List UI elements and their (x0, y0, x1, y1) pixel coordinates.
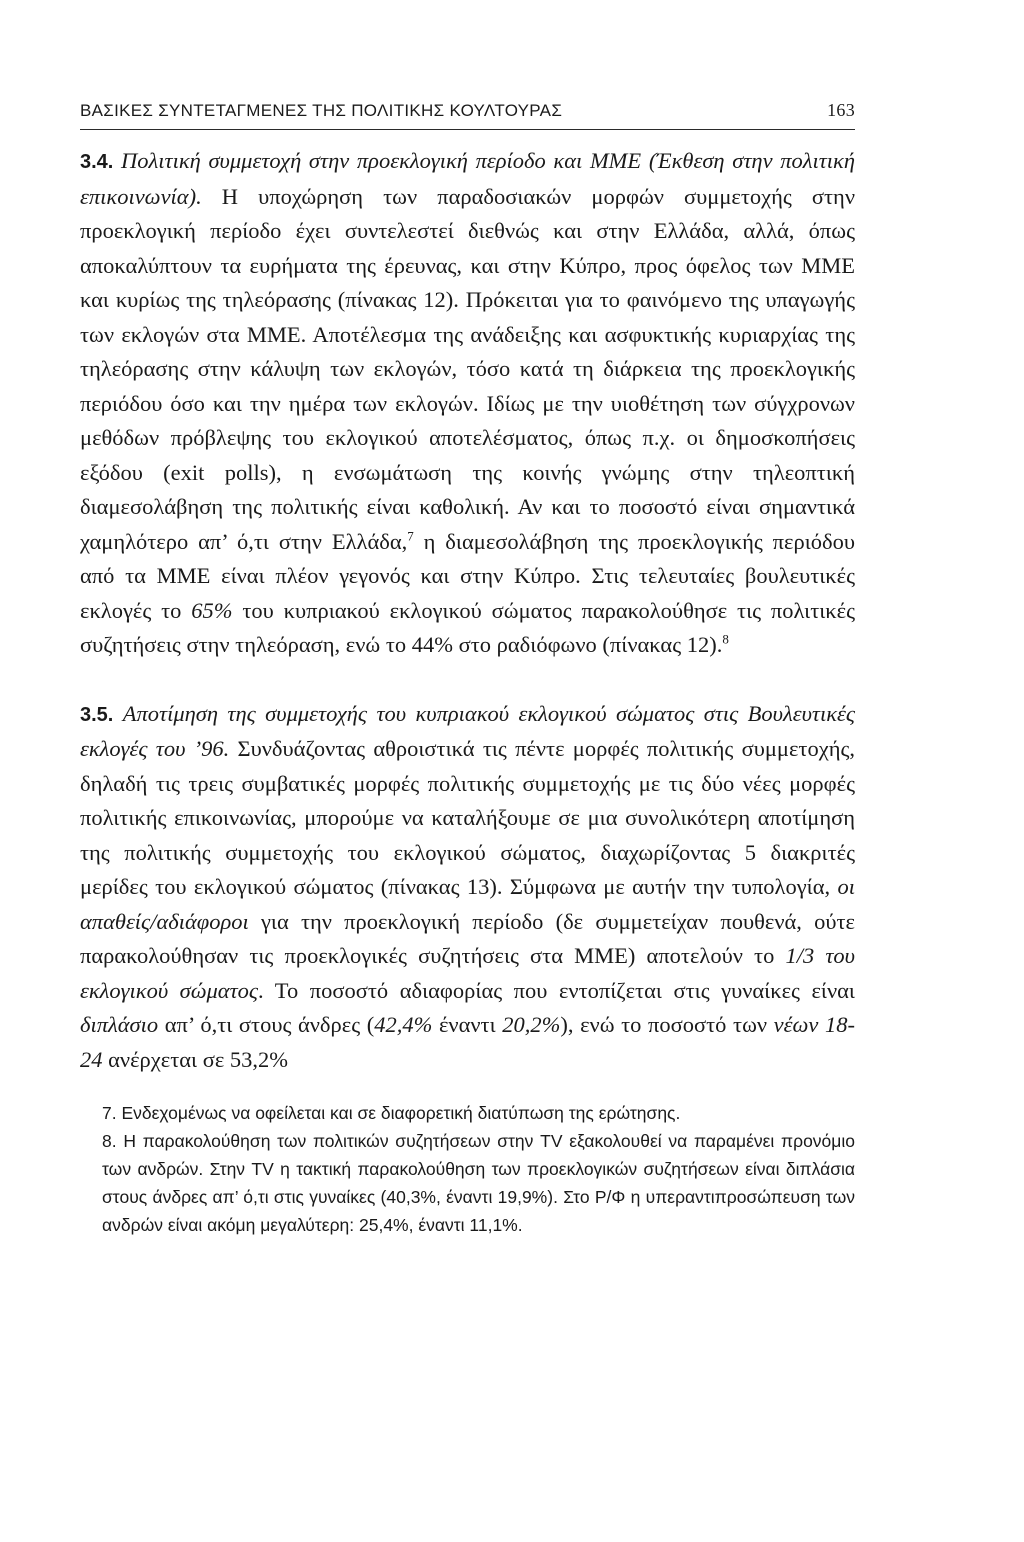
paragraph-text: του κυπριακού εκλογικού σώματος παρακολούθησε τις πολιτικές συζητήσεις στην τηλεόραση, ενώ το 44% στο ραδιόφωνο (πίνακας 12). (80, 597, 855, 657)
footnote-7: 7. Ενδεχομένως να οφείλεται και σε διαφορετική διατύπωση της ερώτησης. (102, 1103, 681, 1123)
paragraph-text: . Το ποσοστό αδιαφορίας που εντοπίζεται στις γυναίκες είναι (258, 977, 855, 1003)
paragraph-text: έναντι (432, 1012, 503, 1037)
paragraph-text: ανέρχεται σε 53,2% (102, 1046, 289, 1072)
emphasis-text: 1/3 του εκλογικού σώματος (80, 943, 855, 1003)
section-number: 3.5. (80, 703, 114, 726)
emphasis-percentage: 65% (191, 597, 233, 623)
running-title: ΒΑΣΙΚΕΣ ΣΥΝΤΕΤΑΓΜΕΝΕΣ ΤΗΣ ΠΟΛΙΤΙΚΗΣ ΚΟΥΛΤΟΥΡΑΣ (80, 101, 563, 120)
section-title: Πολιτική συμμετοχή στην προεκλογική περίοδο και ΜΜΕ (Έκθεση στην πολιτική επικοινωνία). (80, 148, 856, 209)
footnote-reference: 8 (722, 631, 729, 647)
paragraph-text: Η υποχώρηση των παραδοσιακών μορφών συμμετοχής στην προεκλογική περίοδο έχει συντελεστεί διεθνώς και στην Ελλάδα, αλλά, όπως αποκαλύπτουν τα ευρήματα της έρευνας, και στην Κύπρο, προς όφελος των ΜΜΕ και κυρίως της τηλεόρασης (πίνακας 12). Πρόκειται για το φαινόμενο της υπαγωγής των εκλογών στα ΜΜΕ. Αποτέλεσμα της ανάδειξης και ασφυκτικής κυριαρχίας της τηλεόρασης στην κάλυψη των εκλογών, τόσο κατά τη διάρκεια της προεκλογικής περιόδου όσο και την ημέρα των εκλογών. Ιδίως με την υιοθέτηση των σύγχρονων μεθόδων πρόβλεψης του εκλογικού αποτελέσματος, όπως π.χ. οι δημοσκοπήσεις εξόδου (exit polls), η ενσωμάτωση της κοινής γνώμης στην τηλεοπτική διαμεσολάβηση της πολιτικής είναι καθολική. Αν και το ποσοστό είναι σημαντικά χαμηλότερο απ’ ό,τι στην Ελλάδα, (80, 183, 855, 554)
running-header (80, 100, 855, 130)
emphasis-text: οι απαθείς/αδιάφοροι (80, 874, 855, 934)
section-3-5-paragraph (80, 697, 855, 1078)
paragraph-text: Συνδυάζοντας αθροιστικά τις πέντε μορφές πολιτικής συμμετοχής, δηλαδή τις τρεις συμβατικές μορφές πολιτικής συμμετοχής με τις δύο νέες μορφές πολιτικής επικοινωνίας, μπορούμε να καταλήξουμε σε μια συνολικότερη αποτίμηση της πολιτικής συμμετοχής του εκλογικού σώματος, διαχωρίζοντας 5 διακριτές μερίδες του εκλογικού σώματος (πίνακας 13). Σύμφωνα με αυτήν την τυπολογία, (80, 736, 855, 899)
emphasis-text: νέων 18-24 (80, 1012, 855, 1072)
page-number: 163 (827, 100, 855, 120)
emphasis-percentage: 42,4% (374, 1012, 433, 1037)
section-number: 3.4. (80, 151, 114, 173)
body-text (80, 144, 855, 1077)
emphasis-text: διπλάσιο (80, 1012, 159, 1037)
footnote-reference: 7 (407, 528, 414, 543)
paragraph-text: ), ενώ το ποσοστό των (560, 1012, 774, 1037)
paragraph-text: για την προεκλογική περίοδο (δε συμμετείχαν πουθενά, ούτε παρακολούθησαν τις προεκλογικές συζητήσεις στα ΜΜΕ) αποτελούν το (80, 908, 855, 968)
book-page (80, 100, 855, 1239)
emphasis-percentage: 20,2% (502, 1012, 561, 1037)
footnote-8: 8. Η παρακολούθηση των πολιτικών συζητήσεων στην TV εξακολουθεί να παραμένει προνόμιο των ανδρών. Στην TV η τακτική παρακολούθηση των προεκλογικών συζητήσεων είναι διπλάσια στους άνδρες απ’ ό,τι στις γυναίκες (40,3%, έναντι 19,9%). Στο Ρ/Φ η υπεραντιπροσώπευση των ανδρών είναι ακόμη μεγαλύτερη: 25,4%, έναντι 11,1%. (102, 1131, 855, 1235)
footnotes (80, 1099, 855, 1239)
paragraph-text: η διαμεσολάβηση της προεκλογικής περιόδου από τα ΜΜΕ είναι πλέον γεγονός και στην Κύπρο. Στις τελευταίες βουλευτικές εκλογές το (80, 528, 855, 623)
section-3-4-paragraph (80, 144, 855, 663)
paragraph-text: απ’ ό,τι στους άνδρες ( (158, 1012, 375, 1037)
section-title: Αποτίμηση της συμμετοχής του κυπριακού εκλογικού σώματος στις Βουλευτικές εκλογές του ’96. (80, 700, 855, 761)
